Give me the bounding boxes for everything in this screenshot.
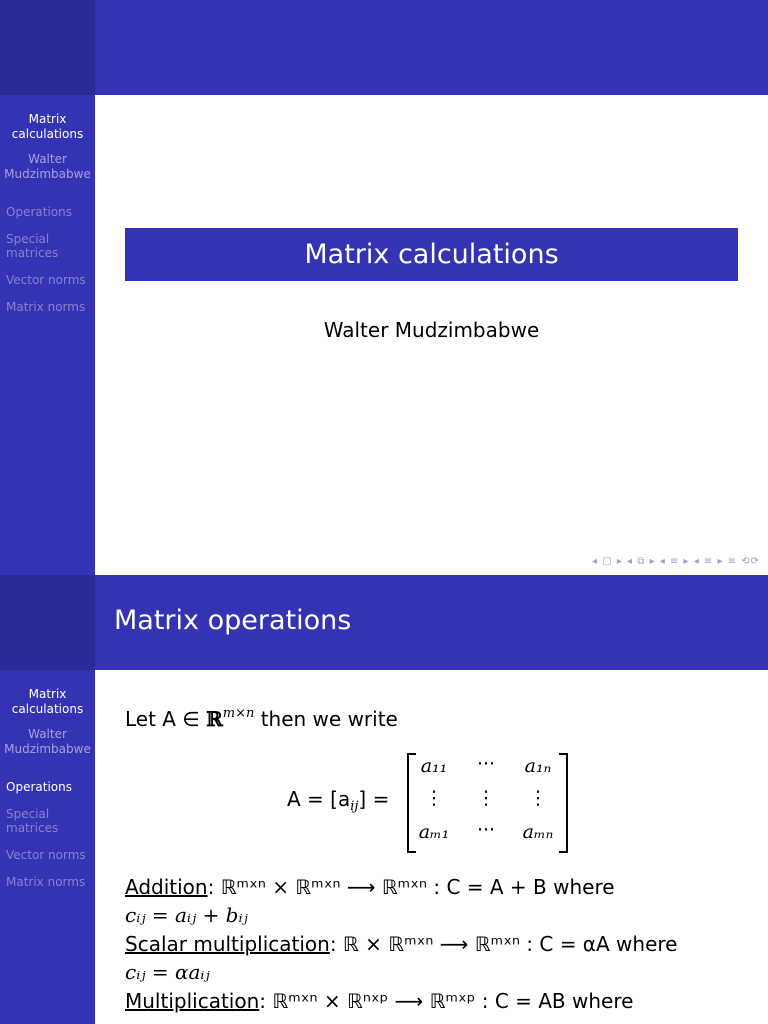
sidebar-item-vector-norms[interactable]: Vector norms (6, 273, 86, 287)
scalar-definition: cᵢⱼ = αaᵢⱼ (125, 960, 210, 984)
corner-block (0, 575, 95, 670)
multiplication-expression: : ℝᵐˣⁿ × ℝⁿˣᵖ ⟶ ℝᵐˣᵖ : C = AB where (259, 989, 634, 1013)
scalar-line (125, 931, 677, 957)
sidebar-item-matrix-norms[interactable]: Matrix norms (6, 875, 86, 889)
matrix-cell: ··· (476, 753, 496, 775)
sidebar-title[interactable]: Matrix calculations (11, 687, 84, 716)
multiplication-line (125, 988, 633, 1014)
presentation-title: Matrix calculations (125, 228, 738, 281)
header-bar (95, 0, 768, 95)
sidebar-item-special-matrices[interactable]: Special matrices (6, 232, 59, 260)
matrix-cell: ··· (476, 819, 496, 841)
matrix-lhs-end: ] = (358, 787, 390, 811)
addition-line (125, 874, 615, 900)
matrix-cell: a₁ₙ (524, 755, 552, 777)
frame-title: Matrix operations (114, 605, 352, 636)
sidebar-author[interactable]: Walter Mudzimbabwe (4, 727, 91, 756)
matrix-lhs-text: A = [a (287, 787, 351, 811)
matrix-cell: ⋮ (424, 787, 444, 809)
dimension-superscript: m×n (222, 706, 255, 721)
intro-line (125, 706, 398, 732)
navigation-symbols[interactable]: ◂ ▢ ▸ ◂ ⧉ ▸ ◂ ≡ ▸ ◂ ≡ ▸ ≡ ⟲⟳ (592, 556, 760, 567)
sidebar-author[interactable]: Walter Mudzimbabwe (4, 152, 91, 181)
matrix-cell: a₁₁ (420, 755, 448, 777)
matrix-lhs-subscript: ij (350, 799, 359, 814)
sidebar (0, 95, 95, 575)
matrix-cell: aₘ₁ (418, 821, 450, 843)
addition-label: Addition (125, 875, 208, 899)
sidebar-item-operations[interactable]: Operations (6, 205, 72, 219)
scalar-label: Scalar multiplication (125, 932, 330, 956)
sidebar-item-special-matrices[interactable]: Special matrices (6, 807, 59, 835)
matrix-cell: ⋮ (528, 787, 548, 809)
sidebar (0, 670, 95, 1024)
matrix-cell: aₘₙ (522, 821, 554, 843)
sidebar-title[interactable]: Matrix calculations (11, 112, 84, 141)
addition-expression: : ℝᵐˣⁿ × ℝᵐˣⁿ ⟶ ℝᵐˣⁿ : C = A + B where (207, 875, 615, 899)
presentation-author: Walter Mudzimbabwe (323, 318, 540, 342)
addition-definition: cᵢⱼ = aᵢⱼ + bᵢⱼ (125, 903, 248, 927)
matrix-cell: ⋮ (476, 787, 496, 809)
sidebar-item-operations[interactable]: Operations (6, 780, 72, 794)
operations-slide (0, 575, 768, 1024)
intro-post: then we write (254, 707, 398, 731)
scalar-expression: : ℝ × ℝᵐˣⁿ ⟶ ℝᵐˣⁿ : C = αA where (329, 932, 678, 956)
real-set-symbol: ℝ (206, 707, 223, 731)
header-bar (95, 575, 768, 670)
sidebar-item-matrix-norms[interactable]: Matrix norms (6, 300, 86, 314)
multiplication-label: Multiplication (125, 989, 260, 1013)
corner-block (0, 0, 95, 95)
matrix-lhs (287, 787, 390, 814)
sidebar-item-vector-norms[interactable]: Vector norms (6, 848, 86, 862)
intro-pre: Let A ∈ (125, 707, 207, 731)
